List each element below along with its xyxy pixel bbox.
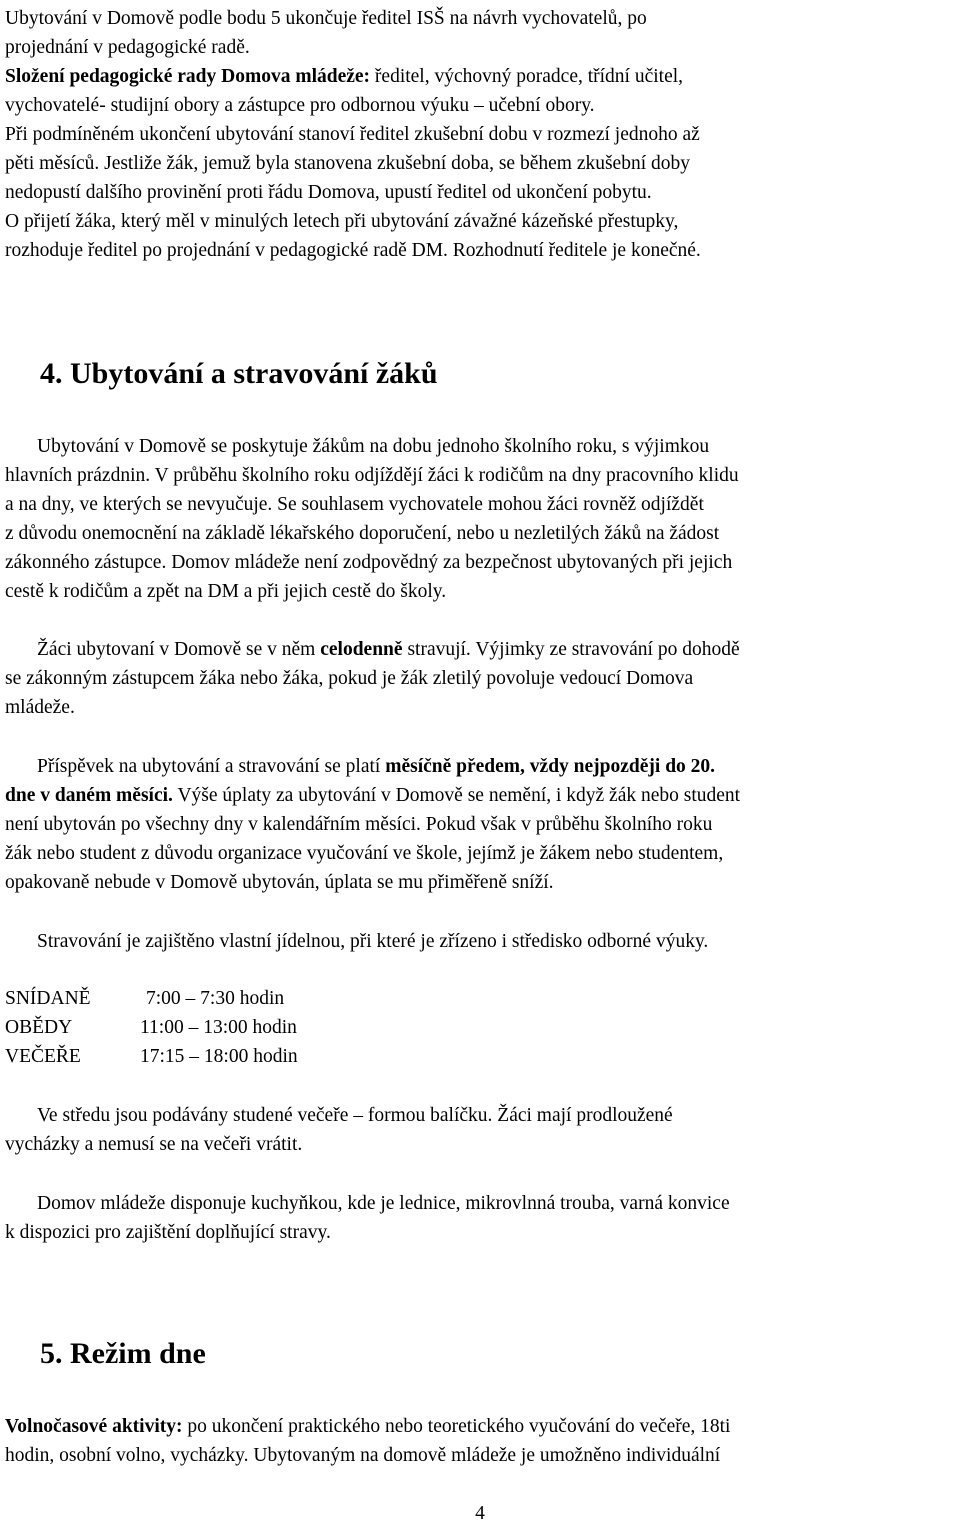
text-line: Ve středu jsou podávány studené večeře – formou balíčku. Žáci mají prodloužené (37, 1105, 673, 1126)
text-line (37, 752, 715, 781)
inline-text: Výše úplaty za ubytování v Domově se nemění, i když žák nebo student (172, 785, 741, 806)
text-line (5, 781, 740, 810)
inline-text: stravují. Výjimky ze stravování po dohodě (402, 639, 740, 660)
meal-time: 17:15 – 18:00 hodin (140, 1046, 298, 1067)
section-heading: 4. Ubytování a stravování žáků (40, 357, 438, 390)
inline-text: po ukončení praktického nebo teoretického vyučování do večeře, 18ti (182, 1416, 731, 1437)
meal-time: 7:00 – 7:30 hodin (146, 988, 285, 1009)
text-line: k dispozici pro zajištění doplňující stravy. (5, 1222, 331, 1243)
meal-row (5, 1042, 298, 1071)
inline-text: Žáci ubytovaní v Domově se v něm (37, 639, 321, 660)
text-line: Ubytování v Domově se poskytuje žákům na dobu jednoho školního roku, s výjimkou (37, 436, 710, 457)
text-line: Ubytování v Domově podle bodu 5 ukončuje ředitel ISŠ na návrh vychovatelů, po (5, 8, 647, 29)
meal-name: VEČEŘE (5, 1046, 81, 1067)
bold-phrase: měsíčně předem, vždy nejpozději do 20. (385, 756, 716, 777)
meal-name: SNÍDANĚ (5, 988, 91, 1009)
text-line: nedopustí dalšího provinění proti řádu Domova, upustí ředitel od ukončení pobytu. (5, 182, 652, 203)
text-line: vycházky a nemusí se na večeři vrátit. (5, 1134, 303, 1155)
meal-name: OBĚDY (5, 1017, 73, 1038)
bold-phrase: celodenně (320, 639, 403, 660)
text-line: hlavních prázdnin. V průběhu školního roku odjíždějí žáci k rodičům na dny pracovního klidu (5, 465, 739, 486)
bold-phrase: Volnočasové aktivity: (5, 1416, 183, 1437)
bold-phrase: Složení pedagogické rady Domova mládeže: (5, 66, 371, 87)
text-line: hodin, osobní volno, vycházky. Ubytovaným na domově mládeže je umožněno individuální (5, 1445, 721, 1466)
text-line: pěti měsíců. Jestliže žák, jemuž byla stanovena zkušební doba, se během zkušební doby (5, 153, 691, 174)
meal-row (5, 984, 284, 1013)
text-line (5, 1412, 730, 1441)
inline-text: ředitel, výchovný poradce, třídní učitel, (370, 66, 684, 87)
page-number: 4 (475, 1503, 485, 1524)
text-line: Stravování je zajištěno vlastní jídelnou, při které je zřízeno i středisko odborné výuky. (37, 931, 709, 952)
text-line: z důvodu onemocnění na základě lékařského doporučení, nebo u nezletilých žáků na žádost (5, 523, 720, 544)
text-line: žák nebo student z důvodu organizace vyučování ve škole, jejímž je žákem nebo studentem, (5, 843, 724, 864)
text-line: cestě k rodičům a zpět na DM a při jejich cestě do školy. (5, 581, 447, 602)
bold-phrase: dne v daném měsíci. (5, 785, 173, 806)
inline-text: Příspěvek na ubytování a stravování se platí (37, 756, 386, 777)
text-line: Při podmíněném ukončení ubytování stanoví ředitel zkušební dobu v rozmezí jednoho až (5, 124, 700, 145)
text-line: se zákonným zástupcem žáka nebo žáka, pokud je žák zletilý povoluje vedoucí Domova (5, 668, 694, 689)
text-line (5, 62, 683, 91)
text-line (37, 635, 740, 664)
text-line: a na dny, ve kterých se nevyučuje. Se souhlasem vychovatele mohou žáci rovněž odjíždět (5, 494, 704, 515)
text-line: opakovaně nebude v Domově ubytován, úplata se mu přiměřeně sníží. (5, 872, 554, 893)
meal-row (5, 1013, 297, 1042)
text-line: rozhoduje ředitel po projednání v pedagogické radě DM. Rozhodnutí ředitele je konečné. (5, 240, 701, 261)
text-line: Domov mládeže disponuje kuchyňkou, kde je lednice, mikrovlnná trouba, varná konvice (37, 1193, 730, 1214)
section-heading: 5. Režim dne (40, 1337, 206, 1370)
text-line: mládeže. (5, 697, 75, 718)
text-line: není ubytován po všechny dny v kalendářním měsíci. Pokud však v průběhu školního roku (5, 814, 713, 835)
text-line: vychovatelé- studijní obory a zástupce pro odbornou výuku – učební obory. (5, 95, 595, 116)
text-line: O přijetí žáka, který měl v minulých letech při ubytování závažné kázeňské přestupky, (5, 211, 679, 232)
text-line: zákonného zástupce. Domov mládeže není zodpovědný za bezpečnost ubytovaných při jejich (5, 552, 733, 573)
meal-time: 11:00 – 13:00 hodin (140, 1017, 297, 1038)
text-line: projednání v pedagogické radě. (5, 37, 250, 58)
